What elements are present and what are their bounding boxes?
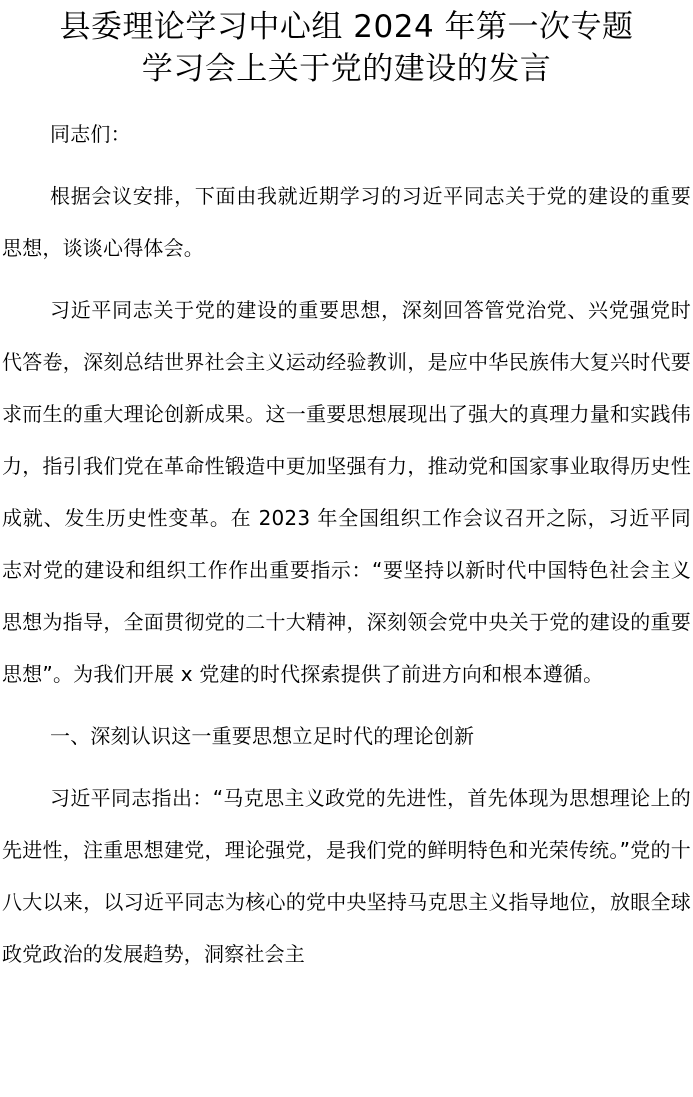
document-title — [0, 0, 693, 90]
title-line-1: 县委理论学习中心组 2024 年第一次专题 — [59, 9, 634, 45]
paragraph-main: 习近平同志关于党的建设的重要思想，深刻回答管党治党、兴党强党时代答卷，深刻总结世界社会主义运动经验教训，是应中华民族伟大复兴时代要求而生的重大理论创新成果。这一重要思想展现出了强大的真理力量和实践伟力，指引我们党在革命性锻造中更加坚强有力，推动党和国家事业取得历史性成就、发生历史性变革。在 2023 年全国组织工作会议召开之际，习近平同志对党的建设和组织工作作出重要指示：“要坚持以新时代中国特色社会主义思想为指导，全面贯彻党的二十大精神，深刻领会党中央关于党的建设的重要思想”。为我们开展 x 党建的时代探索提供了前进方向和根本遵循。 — [2, 298, 691, 686]
salutation: 同志们： — [50, 122, 131, 146]
document-body — [0, 108, 693, 980]
paragraph-section-1: 习近平同志指出：“马克思主义政党的先进性，首先体现为思想理论上的先进性，注重思想建党，理论强党，是我们党的鲜明特色和光荣传统。”党的十八大以来，以习近平同志为核心的党中央坚持马克思主义指导地位，放眼全球政党政治的发展趋势，洞察社会主 — [2, 786, 691, 966]
paragraph-intro: 根据会议安排，下面由我就近期学习的习近平同志关于党的建设的重要思想，谈谈心得体会。 — [2, 184, 691, 260]
section-heading-1: 一、深刻认识这一重要思想立足时代的理论创新 — [50, 724, 475, 748]
title-line-2: 学习会上关于党的建设的发言 — [141, 51, 552, 87]
